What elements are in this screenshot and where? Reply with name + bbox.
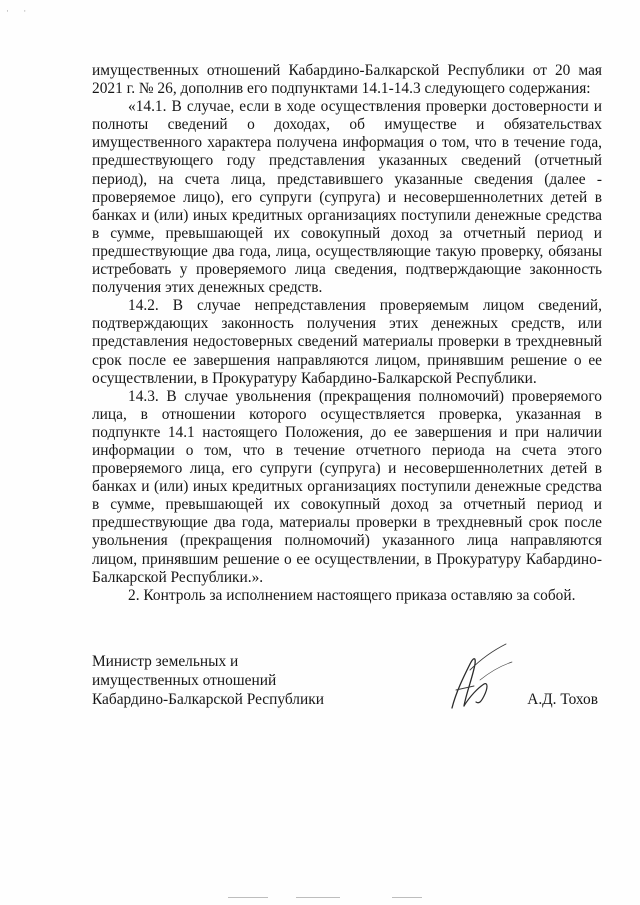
bottom-rule: [296, 897, 340, 898]
signatory-position: [92, 652, 324, 709]
paragraph-line: осуществляющие такую проверку, обязаны истребовать у проверяемого лица: [92, 242, 602, 279]
paragraph: [92, 388, 602, 587]
paragraph-line: 14.2. В случае непредставления проверяемым лицом сведений,: [128, 297, 602, 315]
paragraph-line: полноты сведений о доходах, об имуществе и обязательствах имущественного: [92, 116, 602, 152]
paragraph-line: 2. Контроль за исполнением настоящего приказа оставляю за собой.: [128, 586, 576, 604]
paragraph-line: совокупный доход за отчетный период и предшествующие два года, лица,: [92, 224, 602, 260]
signature-block: [92, 652, 602, 732]
paragraph-line: предшествующие два года, материалы проверки в трехдневный срок после: [92, 514, 602, 532]
paragraph-line: 14.3. В случае увольнения (прекращения полномочий) проверяемого: [128, 387, 602, 405]
paragraph-line: срок после ее завершения направляются лицом, принявшим решение о ее: [92, 351, 602, 369]
paragraph-line: году представления указанных сведений (отчетный период), на счета лица,: [92, 152, 603, 188]
paragraph-line: осуществлении, в Прокуратуру Кабардино-Балкарской Республики.: [92, 369, 537, 387]
paragraph-line: лица, в отношении которого осуществляется проверка, указанная: [92, 405, 581, 423]
document-body: [92, 62, 602, 605]
paragraph-line: Балкарской Республики.».: [92, 568, 264, 586]
paragraph-line: (супруга) и несовершеннолетних детей в банках и (или) иных кредитных: [92, 188, 602, 224]
signatory-position-line: Министр земельных и: [92, 653, 239, 670]
paragraph-line: представившего указанные сведения (далее - проверяемое лицо), его супруги: [92, 170, 602, 206]
paragraph-line: «14.1. В случае, если в ходе осуществления проверки достоверности и: [128, 98, 602, 116]
paragraph: [92, 98, 602, 297]
paragraph-line: организациях поступили денежные средства в сумме, превышающей их: [92, 206, 603, 242]
signatory-position-line: имущественных отношений: [92, 672, 277, 689]
paragraph-line: представления недостоверных сведений материалы проверки в трехдневный: [92, 333, 602, 351]
paragraph-line: увольнения (прекращения полномочий) указанного лица направляются лицом,: [92, 532, 602, 568]
paragraph-line: банках и (или) иных кредитных организациях поступили денежные средства в: [92, 478, 602, 514]
paragraph: [92, 297, 602, 387]
paragraph-line: сведения, подтверждающие законность получения этих денежных средств.: [92, 261, 602, 297]
paragraph-line: характера получена информация о том, что в течение года, предшествующего: [92, 134, 602, 170]
paragraph-line: проверяемого лица, его супруги (супруга) и несовершеннолетних детей в: [92, 460, 602, 478]
paragraph: [92, 587, 602, 605]
bottom-rule: [392, 897, 422, 898]
paragraph: [92, 62, 602, 98]
signatory-position-line: Кабардино-Балкарской Республики: [92, 691, 324, 708]
paragraph-line: от 20 мая 2021 г. № 26, дополнив его подпунктами 14.1-14.3 следующего: [92, 62, 602, 98]
scan-corner-mark: · ·: [6, 6, 33, 16]
paragraph-line: сумме, превышающей их совокупный доход за отчетный период и: [110, 496, 602, 514]
paragraph-line: содержания:: [508, 80, 591, 98]
handwritten-signature: [430, 640, 520, 720]
paragraph-line: информации о том, что в течение отчетного периода на счета этого: [92, 441, 602, 459]
paragraph-line: в подпункте 14.1 настоящего Положения, до ее завершения и при наличии: [92, 405, 602, 441]
paragraph-line: принявшим решение о ее осуществлении, в Прокуратуру Кабардино-: [141, 550, 602, 568]
paragraph-line: подтверждающих законность получения этих денежных средств, или: [92, 315, 602, 333]
bottom-rule: [228, 897, 268, 898]
signatory-name: А.Д. Тохов: [527, 691, 598, 708]
paragraph-line: имущественных отношений Кабардино-Балкарской Республики: [92, 62, 525, 79]
